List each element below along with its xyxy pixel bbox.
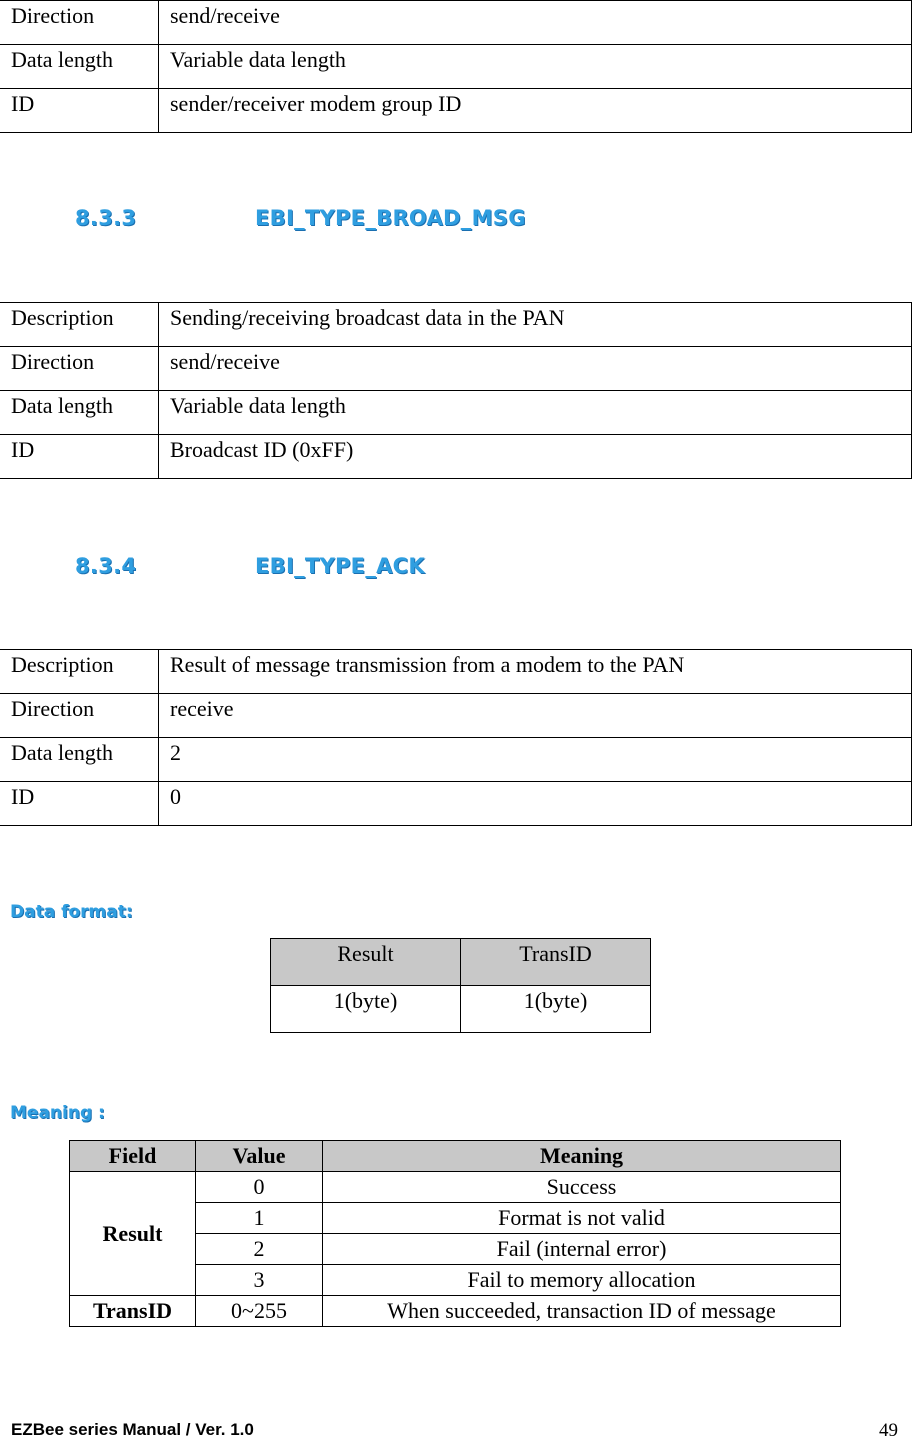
spec-value: send/receive	[159, 347, 912, 391]
result-value: 2	[196, 1234, 323, 1265]
spec-key: Direction	[0, 1, 159, 45]
spec-value: 0	[159, 782, 912, 826]
meaning-header: Meaning	[323, 1141, 841, 1172]
section-title: EBI_TYPE_BROAD_MSG	[255, 206, 526, 230]
spec-key: Direction	[0, 347, 159, 391]
table-row	[70, 1141, 841, 1172]
spec-value: Broadcast ID (0xFF)	[159, 435, 912, 479]
table-row	[0, 45, 912, 89]
meaning-table	[69, 1140, 841, 1327]
table-row	[0, 391, 912, 435]
format-size: 1(byte)	[461, 986, 651, 1033]
table-row	[70, 1296, 841, 1327]
result-meaning: Success	[323, 1172, 841, 1203]
format-header: TransID	[461, 939, 651, 986]
spec-key: ID	[0, 782, 159, 826]
table-row	[70, 1172, 841, 1203]
meaning-header: Field	[70, 1141, 196, 1172]
field-transid: TransID	[70, 1296, 196, 1327]
format-size: 1(byte)	[271, 986, 461, 1033]
result-value: 1	[196, 1203, 323, 1234]
page-number: 49	[879, 1420, 898, 1441]
table-row	[0, 347, 912, 391]
table-row	[271, 939, 651, 986]
table-row	[0, 303, 912, 347]
transid-meaning: When succeeded, transaction ID of message	[323, 1296, 841, 1327]
spec-value: Variable data length	[159, 391, 912, 435]
table-row	[0, 1, 912, 45]
result-value: 3	[196, 1265, 323, 1296]
result-meaning: Fail (internal error)	[323, 1234, 841, 1265]
table-row	[0, 694, 912, 738]
spec-value: send/receive	[159, 1, 912, 45]
spec-key: Data length	[0, 391, 159, 435]
spec-value: Result of message transmission from a modem to the PAN	[159, 650, 912, 694]
spec-value: 2	[159, 738, 912, 782]
section-number: 8.3.3	[75, 206, 137, 230]
result-meaning: Format is not valid	[323, 1203, 841, 1234]
table-row	[0, 435, 912, 479]
section-title: EBI_TYPE_ACK	[255, 554, 425, 578]
data-format-label: Data format:	[10, 902, 133, 922]
broad-msg-spec-table	[0, 302, 912, 479]
spec-key: Direction	[0, 694, 159, 738]
data-format-table	[270, 938, 651, 1033]
table-row	[0, 782, 912, 826]
table-row	[0, 650, 912, 694]
meaning-label: Meaning :	[10, 1103, 105, 1123]
result-meaning: Fail to memory allocation	[323, 1265, 841, 1296]
spec-key: ID	[0, 89, 159, 133]
spec-key: ID	[0, 435, 159, 479]
spec-value: Variable data length	[159, 45, 912, 89]
spec-value: sender/receiver modem group ID	[159, 89, 912, 133]
footer-manual-title: EZBee series Manual / Ver. 1.0	[11, 1420, 254, 1439]
spec-key: Data length	[0, 45, 159, 89]
table-row	[271, 986, 651, 1033]
meaning-header: Value	[196, 1141, 323, 1172]
top-spec-table	[0, 0, 912, 133]
ack-spec-table	[0, 649, 912, 826]
spec-value: receive	[159, 694, 912, 738]
table-row	[0, 738, 912, 782]
table-row	[0, 89, 912, 133]
result-value: 0	[196, 1172, 323, 1203]
spec-key: Description	[0, 650, 159, 694]
spec-value: Sending/receiving broadcast data in the PAN	[159, 303, 912, 347]
format-header: Result	[271, 939, 461, 986]
section-number: 8.3.4	[75, 554, 137, 578]
spec-key: Data length	[0, 738, 159, 782]
transid-value: 0~255	[196, 1296, 323, 1327]
spec-key: Description	[0, 303, 159, 347]
field-result: Result	[70, 1172, 196, 1296]
